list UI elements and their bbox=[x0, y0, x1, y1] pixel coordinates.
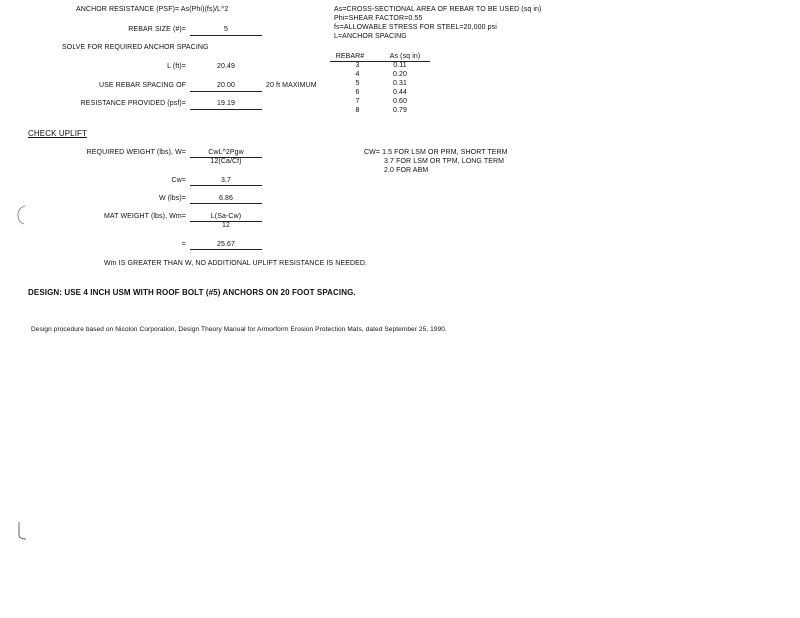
L-label: L (ft)= bbox=[167, 63, 186, 70]
table-cell-rebar: 3 bbox=[355, 62, 360, 69]
rebar-size-value: 5 bbox=[224, 26, 228, 33]
table-header-area: As (sq in) bbox=[389, 53, 421, 60]
mat-weight-value: 25.67 bbox=[216, 241, 236, 248]
rebar-size-label: REBAR SIZE (#)= bbox=[128, 26, 186, 33]
table-cell-rebar: 7 bbox=[355, 98, 360, 105]
cw-underline bbox=[190, 185, 262, 186]
table-header-rebar: REBAR# bbox=[335, 53, 365, 60]
L-value: 20.49 bbox=[216, 63, 236, 70]
uplift-conclusion-note: Wm IS GREATER THAN W, NO ADDITIONAL UPLIFT RESISTANCE IS NEEDED. bbox=[104, 260, 368, 267]
anchor-resistance-formula: ANCHOR RESISTANCE (PSF)= As(Phi)(fs)/L^2 bbox=[76, 6, 229, 13]
definition-fs: fs=ALLOWABLE STRESS FOR STEEL=20,000 psi bbox=[334, 24, 497, 31]
table-cell-rebar: 5 bbox=[355, 80, 360, 87]
cw-note-long-term: 3.7 FOR LSM OR TPM, LONG TERM bbox=[384, 158, 505, 165]
use-spacing-underline bbox=[190, 91, 262, 92]
mat-weight-numerator: L(Sa-Cw) bbox=[210, 213, 242, 220]
mat-weight-denominator: 12 bbox=[222, 222, 230, 229]
table-cell-rebar: 4 bbox=[355, 71, 360, 78]
resistance-underline bbox=[190, 109, 262, 110]
mat-weight-underline bbox=[190, 249, 262, 250]
table-cell-rebar: 6 bbox=[355, 89, 360, 96]
table-cell-rebar: 8 bbox=[355, 107, 360, 114]
w-value: 6.86 bbox=[218, 195, 234, 202]
table-cell-area: 0.20 bbox=[392, 71, 408, 78]
left-bracket-mark-lower bbox=[14, 520, 30, 542]
table-cell-area: 0.44 bbox=[392, 89, 408, 96]
design-reference-footer: Design procedure based on Nicolon Corporation, Design Theory Manual for Armorform Erosion Protection Mats, dated September 25, 1990. bbox=[31, 326, 447, 333]
check-uplift-heading: CHECK UPLIFT bbox=[28, 129, 87, 138]
required-weight-denominator: 12(Ca/Cf) bbox=[210, 158, 242, 165]
solve-spacing-label: SOLVE FOR REQUIRED ANCHOR SPACING bbox=[62, 44, 209, 51]
resistance-provided-label: RESISTANCE PROVIDED (psf)= bbox=[80, 100, 186, 107]
resistance-provided-value: 19.19 bbox=[216, 100, 236, 107]
mat-weight-label: MAT WEIGHT (lbs), Wm= bbox=[103, 213, 186, 220]
w-underline bbox=[190, 203, 262, 204]
design-statement: DESIGN: USE 4 INCH USM WITH ROOF BOLT (#5) ANCHORS ON 20 FOOT SPACING. bbox=[28, 288, 356, 297]
spacing-maximum-note: 20 ft MAXIMUM bbox=[266, 82, 317, 89]
table-cell-area: 0.79 bbox=[392, 107, 408, 114]
required-weight-numerator: CwL^2Pgw bbox=[208, 149, 244, 156]
cw-note-short-term: CW= 1.5 FOR LSM OR PRM, SHORT TERM bbox=[364, 149, 508, 156]
cw-note-abm: 2.0 FOR ABM bbox=[384, 167, 429, 174]
left-bracket-mark-upper bbox=[14, 204, 28, 226]
definition-as: As=CROSS-SECTIONAL AREA OF REBAR TO BE USED (sq in) bbox=[334, 6, 542, 13]
w-label: W (lbs)= bbox=[158, 195, 186, 202]
table-cell-area: 0.11 bbox=[393, 62, 407, 69]
required-weight-label: REQUIRED WEIGHT (lbs), W= bbox=[86, 149, 186, 156]
rebar-size-underline bbox=[190, 35, 262, 36]
definition-phi: Phi=SHEAR FACTOR=0.55 bbox=[334, 15, 423, 22]
cw-value: 3.7 bbox=[220, 177, 232, 184]
definition-L: L=ANCHOR SPACING bbox=[334, 33, 407, 40]
mat-weight-equals: = bbox=[181, 241, 186, 248]
cw-label: Cw= bbox=[171, 177, 186, 184]
use-spacing-value: 20.00 bbox=[216, 82, 236, 89]
table-cell-area: 0.60 bbox=[392, 98, 408, 105]
table-cell-area: 0.31 bbox=[392, 80, 408, 87]
use-spacing-label: USE REBAR SPACING OF bbox=[98, 82, 186, 89]
